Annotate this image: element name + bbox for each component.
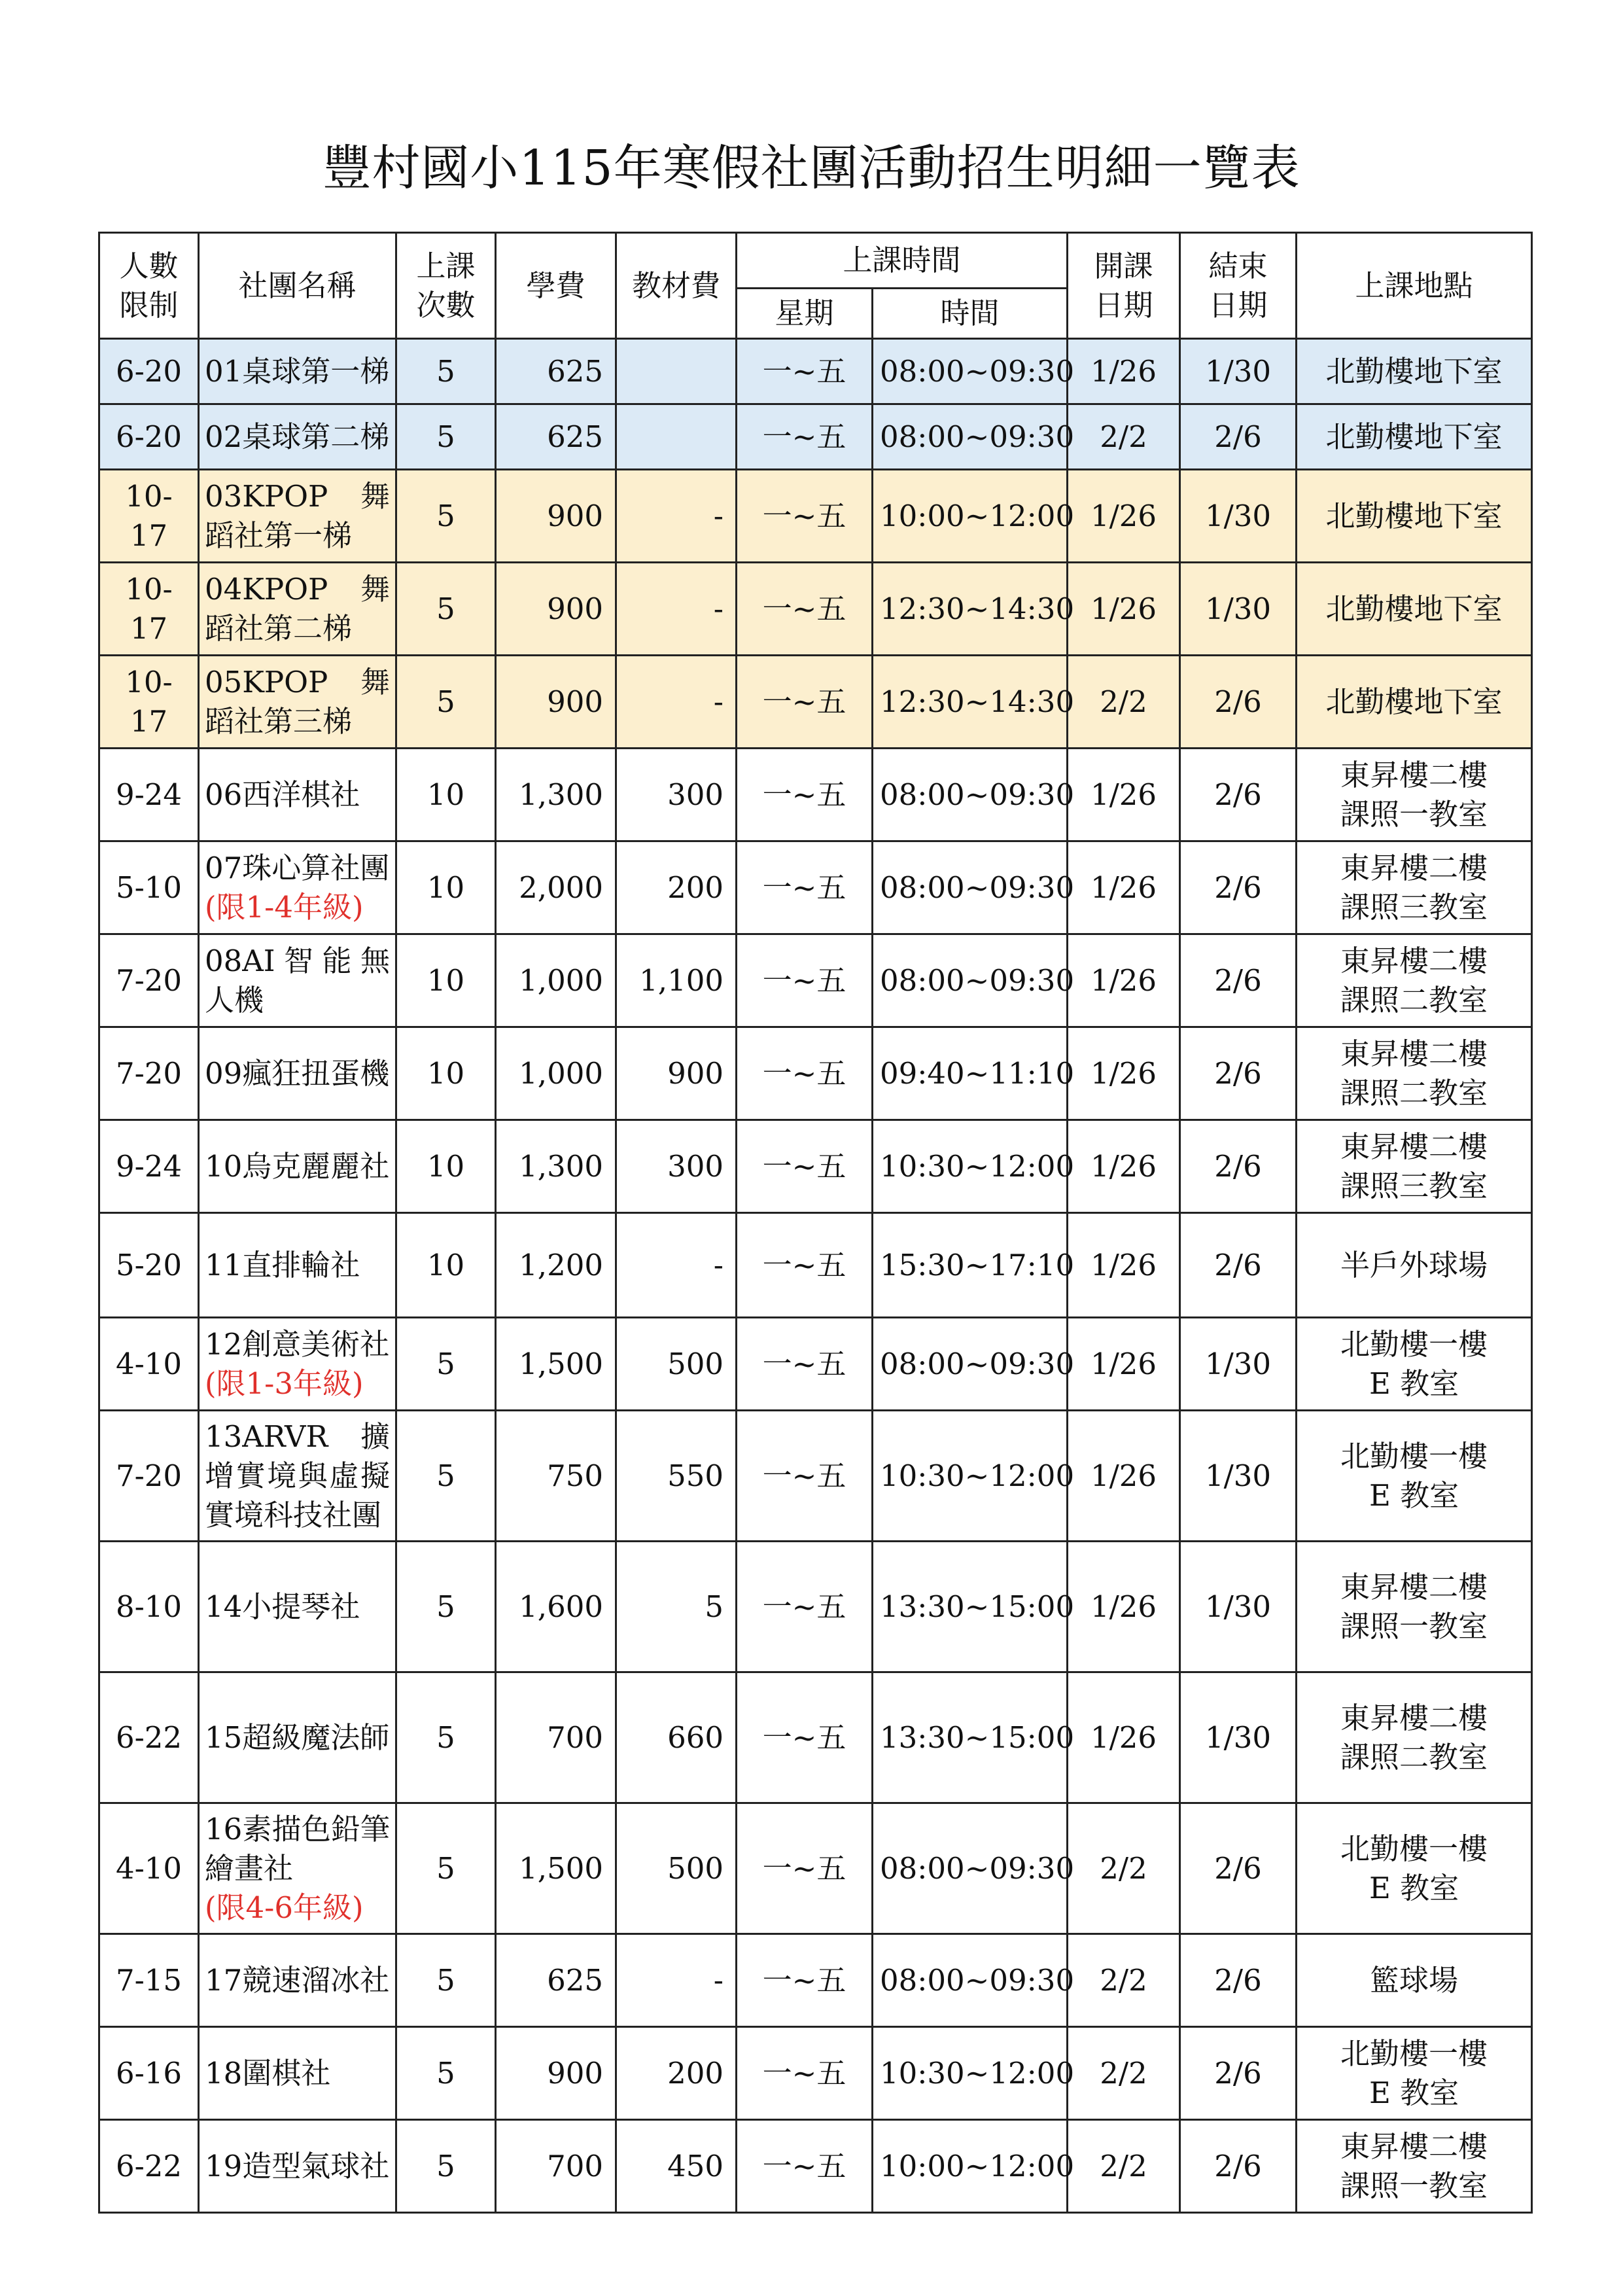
cell-start-date: 1/26 [1068,1213,1180,1318]
club-name-text: 12創意美術社 [205,1326,390,1362]
cell-end-date: 2/6 [1180,656,1297,749]
cell-limit: 6-22 [99,2120,199,2213]
club-name-text: 09瘋狂扭蛋機 [205,1055,390,1091]
cell-weekday: 一~五 [737,1411,873,1542]
cell-sessions: 5 [396,2120,496,2213]
header-end: 結束 日期 [1180,233,1297,339]
cell-start-date: 1/26 [1068,1672,1180,1803]
cell-end-date: 2/6 [1180,934,1297,1027]
cell-sessions: 5 [396,1803,496,1934]
cell-weekday: 一~五 [737,1120,873,1213]
cell-end-date: 1/30 [1180,470,1297,563]
cell-time: 10:00~12:00 [873,470,1068,563]
cell-limit: 5-10 [99,841,199,934]
cell-sessions: 5 [396,1934,496,2027]
grade-restriction-note: (限4-6年級) [205,1890,364,1925]
table-body [99,339,1532,2213]
table-row [99,934,1532,1027]
header-sessions: 上課 次數 [396,233,496,339]
cell-club-name [199,1318,396,1411]
cell-sessions: 5 [396,1411,496,1542]
cell-location: 半戶外球場 [1297,1213,1532,1318]
cell-location: 東昇樓二樓 課照三教室 [1297,1120,1532,1213]
cell-material: 300 [616,749,737,841]
cell-material: - [616,563,737,656]
cell-time: 08:00~09:30 [873,1318,1068,1411]
cell-end-date: 2/6 [1180,1027,1297,1120]
table-row [99,404,1532,470]
cell-club-name [199,2120,396,2213]
cell-material: 200 [616,2027,737,2120]
cell-location: 東昇樓二樓 課照三教室 [1297,841,1532,934]
table-row [99,470,1532,563]
club-enrollment-table [98,232,1533,2214]
cell-time: 08:00~09:30 [873,1934,1068,2027]
table-row [99,656,1532,749]
cell-time: 08:00~09:30 [873,934,1068,1027]
cell-sessions: 5 [396,1542,496,1672]
club-name-text: 17競速溜冰社 [205,1962,390,1998]
cell-limit: 10-17 [99,470,199,563]
cell-sessions: 5 [396,563,496,656]
cell-club-name [199,1411,396,1542]
table-row [99,1672,1532,1803]
cell-location: 北勤樓一樓 E 教室 [1297,1803,1532,1934]
table-row [99,841,1532,934]
cell-club-name [199,339,396,404]
cell-limit: 4-10 [99,1803,199,1934]
cell-club-name [199,749,396,841]
cell-fee: 1,300 [496,1120,616,1213]
cell-end-date: 2/6 [1180,749,1297,841]
cell-start-date: 1/26 [1068,563,1180,656]
cell-weekday: 一~五 [737,1213,873,1318]
cell-club-name [199,656,396,749]
header-fee: 學費 [496,233,616,339]
cell-location: 北勤樓地下室 [1297,656,1532,749]
cell-club-name [199,2027,396,2120]
cell-material [616,339,737,404]
cell-limit: 6-22 [99,1672,199,1803]
cell-weekday: 一~五 [737,2027,873,2120]
cell-weekday: 一~五 [737,339,873,404]
cell-start-date: 1/26 [1068,1027,1180,1120]
cell-time: 08:00~09:30 [873,339,1068,404]
cell-start-date: 1/26 [1068,470,1180,563]
cell-club-name [199,1027,396,1120]
cell-limit: 4-10 [99,1318,199,1411]
club-name-text: 14小提琴社 [205,1589,360,1624]
cell-fee: 1,300 [496,749,616,841]
cell-time: 08:00~09:30 [873,841,1068,934]
cell-time: 10:30~12:00 [873,1411,1068,1542]
cell-club-name [199,1934,396,2027]
cell-location: 東昇樓二樓 課照二教室 [1297,1672,1532,1803]
club-name-text: 04KPOP 舞 蹈社第二梯 [205,571,390,646]
cell-limit: 10-17 [99,656,199,749]
cell-club-name [199,1213,396,1318]
club-name-text: 08AI智能無人機 [205,943,390,1017]
cell-location: 北勤樓地下室 [1297,404,1532,470]
cell-weekday: 一~五 [737,749,873,841]
cell-material: 660 [616,1672,737,1803]
cell-material: 200 [616,841,737,934]
cell-start-date: 1/26 [1068,339,1180,404]
cell-end-date: 1/30 [1180,1542,1297,1672]
club-name-text: 02桌球第二梯 [205,419,390,454]
cell-time: 08:00~09:30 [873,749,1068,841]
cell-weekday: 一~五 [737,1803,873,1934]
cell-weekday: 一~五 [737,470,873,563]
cell-end-date: 2/6 [1180,2027,1297,2120]
cell-location: 東昇樓二樓 課照一教室 [1297,1542,1532,1672]
cell-sessions: 10 [396,1027,496,1120]
club-name-text: 03KPOP 舞 蹈社第一梯 [205,478,390,553]
cell-weekday: 一~五 [737,2120,873,2213]
cell-end-date: 2/6 [1180,1213,1297,1318]
cell-start-date: 1/26 [1068,1411,1180,1542]
cell-time: 08:00~09:30 [873,404,1068,470]
cell-limit: 6-16 [99,2027,199,2120]
cell-time: 10:30~12:00 [873,2027,1068,2120]
club-name-text: 15超級魔法師 [205,1720,390,1755]
cell-start-date: 1/26 [1068,841,1180,934]
cell-location: 東昇樓二樓 課照一教室 [1297,749,1532,841]
cell-start-date: 1/26 [1068,934,1180,1027]
cell-sessions: 5 [396,656,496,749]
table-row [99,1213,1532,1318]
cell-fee: 1,200 [496,1213,616,1318]
club-name-text: 18圍棋社 [205,2055,331,2091]
table-row [99,2120,1532,2213]
header-start: 開課 日期 [1068,233,1180,339]
cell-location: 東昇樓二樓 課照一教室 [1297,2120,1532,2213]
cell-time: 15:30~17:10 [873,1213,1068,1318]
cell-limit: 6-20 [99,404,199,470]
club-name-text: 07珠心算社團 [205,850,390,885]
cell-fee: 1,000 [496,934,616,1027]
cell-material: 900 [616,1027,737,1120]
cell-location: 東昇樓二樓 課照二教室 [1297,934,1532,1027]
cell-fee: 1,600 [496,1542,616,1672]
table-row [99,1542,1532,1672]
cell-start-date: 2/2 [1068,1803,1180,1934]
grade-restriction-note: (限1-3年級) [205,1366,364,1401]
table-row [99,2027,1532,2120]
cell-start-date: 2/2 [1068,2027,1180,2120]
cell-sessions: 5 [396,2027,496,2120]
cell-limit: 9-24 [99,749,199,841]
cell-end-date: 1/30 [1180,563,1297,656]
cell-end-date: 2/6 [1180,1934,1297,2027]
cell-club-name [199,1672,396,1803]
header-schedule: 上課時間 [737,233,1068,289]
cell-weekday: 一~五 [737,563,873,656]
cell-material: 500 [616,1803,737,1934]
cell-end-date: 2/6 [1180,1803,1297,1934]
cell-start-date: 2/2 [1068,1934,1180,2027]
cell-weekday: 一~五 [737,404,873,470]
table-row [99,1803,1532,1934]
cell-fee: 1,500 [496,1803,616,1934]
cell-material: - [616,1934,737,2027]
cell-club-name [199,470,396,563]
table-row [99,1411,1532,1542]
cell-fee: 1,000 [496,1027,616,1120]
cell-fee: 900 [496,470,616,563]
cell-material: 450 [616,2120,737,2213]
cell-club-name [199,563,396,656]
cell-location: 北勤樓地下室 [1297,470,1532,563]
cell-material: 5 [616,1542,737,1672]
cell-weekday: 一~五 [737,1672,873,1803]
cell-fee: 900 [496,563,616,656]
cell-time: 10:00~12:00 [873,2120,1068,2213]
cell-fee: 750 [496,1411,616,1542]
cell-fee: 700 [496,1672,616,1803]
club-name-text: 13ARVR 擴 增實境與虛擬實境科技社團 [205,1419,390,1532]
cell-sessions: 5 [396,1672,496,1803]
cell-fee: 2,000 [496,841,616,934]
cell-location: 東昇樓二樓 課照二教室 [1297,1027,1532,1120]
cell-sessions: 5 [396,470,496,563]
cell-sessions: 5 [396,339,496,404]
club-name-text: 10烏克麗麗社 [205,1148,390,1184]
cell-club-name [199,841,396,934]
cell-end-date: 2/6 [1180,404,1297,470]
cell-end-date: 1/30 [1180,1318,1297,1411]
cell-fee: 1,500 [496,1318,616,1411]
cell-end-date: 2/6 [1180,1120,1297,1213]
club-name-text: 19造型氣球社 [205,2148,390,2183]
club-name-text: 01桌球第一梯 [205,353,390,389]
header-time: 時間 [873,289,1068,339]
club-name-text: 16素描色鉛筆繪畫社 [205,1811,390,1886]
cell-fee: 900 [496,656,616,749]
cell-sessions: 5 [396,1318,496,1411]
table-row [99,1934,1532,2027]
cell-material: - [616,470,737,563]
cell-limit: 5-20 [99,1213,199,1318]
cell-end-date: 1/30 [1180,339,1297,404]
cell-location: 北勤樓地下室 [1297,563,1532,656]
cell-time: 13:30~15:00 [873,1542,1068,1672]
cell-end-date: 1/30 [1180,1411,1297,1542]
cell-sessions: 10 [396,934,496,1027]
cell-fee: 900 [496,2027,616,2120]
cell-material: - [616,656,737,749]
cell-material: - [616,1213,737,1318]
table-row [99,1027,1532,1120]
cell-fee: 625 [496,1934,616,2027]
cell-sessions: 10 [396,1213,496,1318]
cell-weekday: 一~五 [737,841,873,934]
cell-weekday: 一~五 [737,656,873,749]
table-row [99,749,1532,841]
cell-limit: 7-20 [99,934,199,1027]
cell-club-name [199,404,396,470]
cell-weekday: 一~五 [737,1027,873,1120]
cell-limit: 7-20 [99,1027,199,1120]
cell-location: 北勤樓一樓 E 教室 [1297,1411,1532,1542]
cell-club-name [199,934,396,1027]
cell-fee: 625 [496,339,616,404]
cell-start-date: 2/2 [1068,2120,1180,2213]
cell-limit: 6-20 [99,339,199,404]
header-location: 上課地點 [1297,233,1532,339]
cell-sessions: 10 [396,841,496,934]
cell-fee: 700 [496,2120,616,2213]
cell-end-date: 2/6 [1180,2120,1297,2213]
table-row [99,1120,1532,1213]
grade-restriction-note: (限1-4年級) [205,889,364,925]
cell-start-date: 1/26 [1068,1318,1180,1411]
header-material: 教材費 [616,233,737,339]
cell-club-name [199,1120,396,1213]
table-row [99,563,1532,656]
cell-start-date: 1/26 [1068,1120,1180,1213]
cell-weekday: 一~五 [737,1934,873,2027]
cell-sessions: 10 [396,749,496,841]
cell-end-date: 1/30 [1180,1672,1297,1803]
cell-start-date: 2/2 [1068,404,1180,470]
cell-material: 1,100 [616,934,737,1027]
cell-limit: 8-10 [99,1542,199,1672]
cell-time: 12:30~14:30 [873,656,1068,749]
cell-weekday: 一~五 [737,1318,873,1411]
cell-limit: 9-24 [99,1120,199,1213]
cell-material: 500 [616,1318,737,1411]
cell-club-name [199,1542,396,1672]
cell-time: 09:40~11:10 [873,1027,1068,1120]
club-name-text: 11直排輪社 [205,1247,360,1282]
cell-material: 300 [616,1120,737,1213]
cell-location: 北勤樓一樓 E 教室 [1297,1318,1532,1411]
cell-weekday: 一~五 [737,934,873,1027]
table-row [99,1318,1532,1411]
header-name: 社團名稱 [199,233,396,339]
club-name-text: 05KPOP 舞 蹈社第三梯 [205,664,390,739]
cell-location: 籃球場 [1297,1934,1532,2027]
cell-end-date: 2/6 [1180,841,1297,934]
cell-limit: 10-17 [99,563,199,656]
cell-limit: 7-15 [99,1934,199,2027]
club-name-text: 06西洋棋社 [205,777,360,812]
cell-fee: 625 [496,404,616,470]
cell-start-date: 2/2 [1068,656,1180,749]
cell-sessions: 5 [396,404,496,470]
cell-location: 北勤樓地下室 [1297,339,1532,404]
cell-sessions: 10 [396,1120,496,1213]
cell-weekday: 一~五 [737,1542,873,1672]
cell-time: 10:30~12:00 [873,1120,1068,1213]
cell-time: 08:00~09:30 [873,1803,1068,1934]
cell-time: 13:30~15:00 [873,1672,1068,1803]
header-limit: 人數 限制 [99,233,199,339]
cell-material [616,404,737,470]
header-weekday: 星期 [737,289,873,339]
cell-time: 12:30~14:30 [873,563,1068,656]
cell-limit: 7-20 [99,1411,199,1542]
cell-location: 北勤樓一樓 E 教室 [1297,2027,1532,2120]
cell-material: 550 [616,1411,737,1542]
cell-start-date: 1/26 [1068,1542,1180,1672]
page-title: 豐村國小115年寒假社團活動招生明細一覽表 [323,140,1300,196]
cell-start-date: 1/26 [1068,749,1180,841]
table-row [99,339,1532,404]
cell-club-name [199,1803,396,1934]
